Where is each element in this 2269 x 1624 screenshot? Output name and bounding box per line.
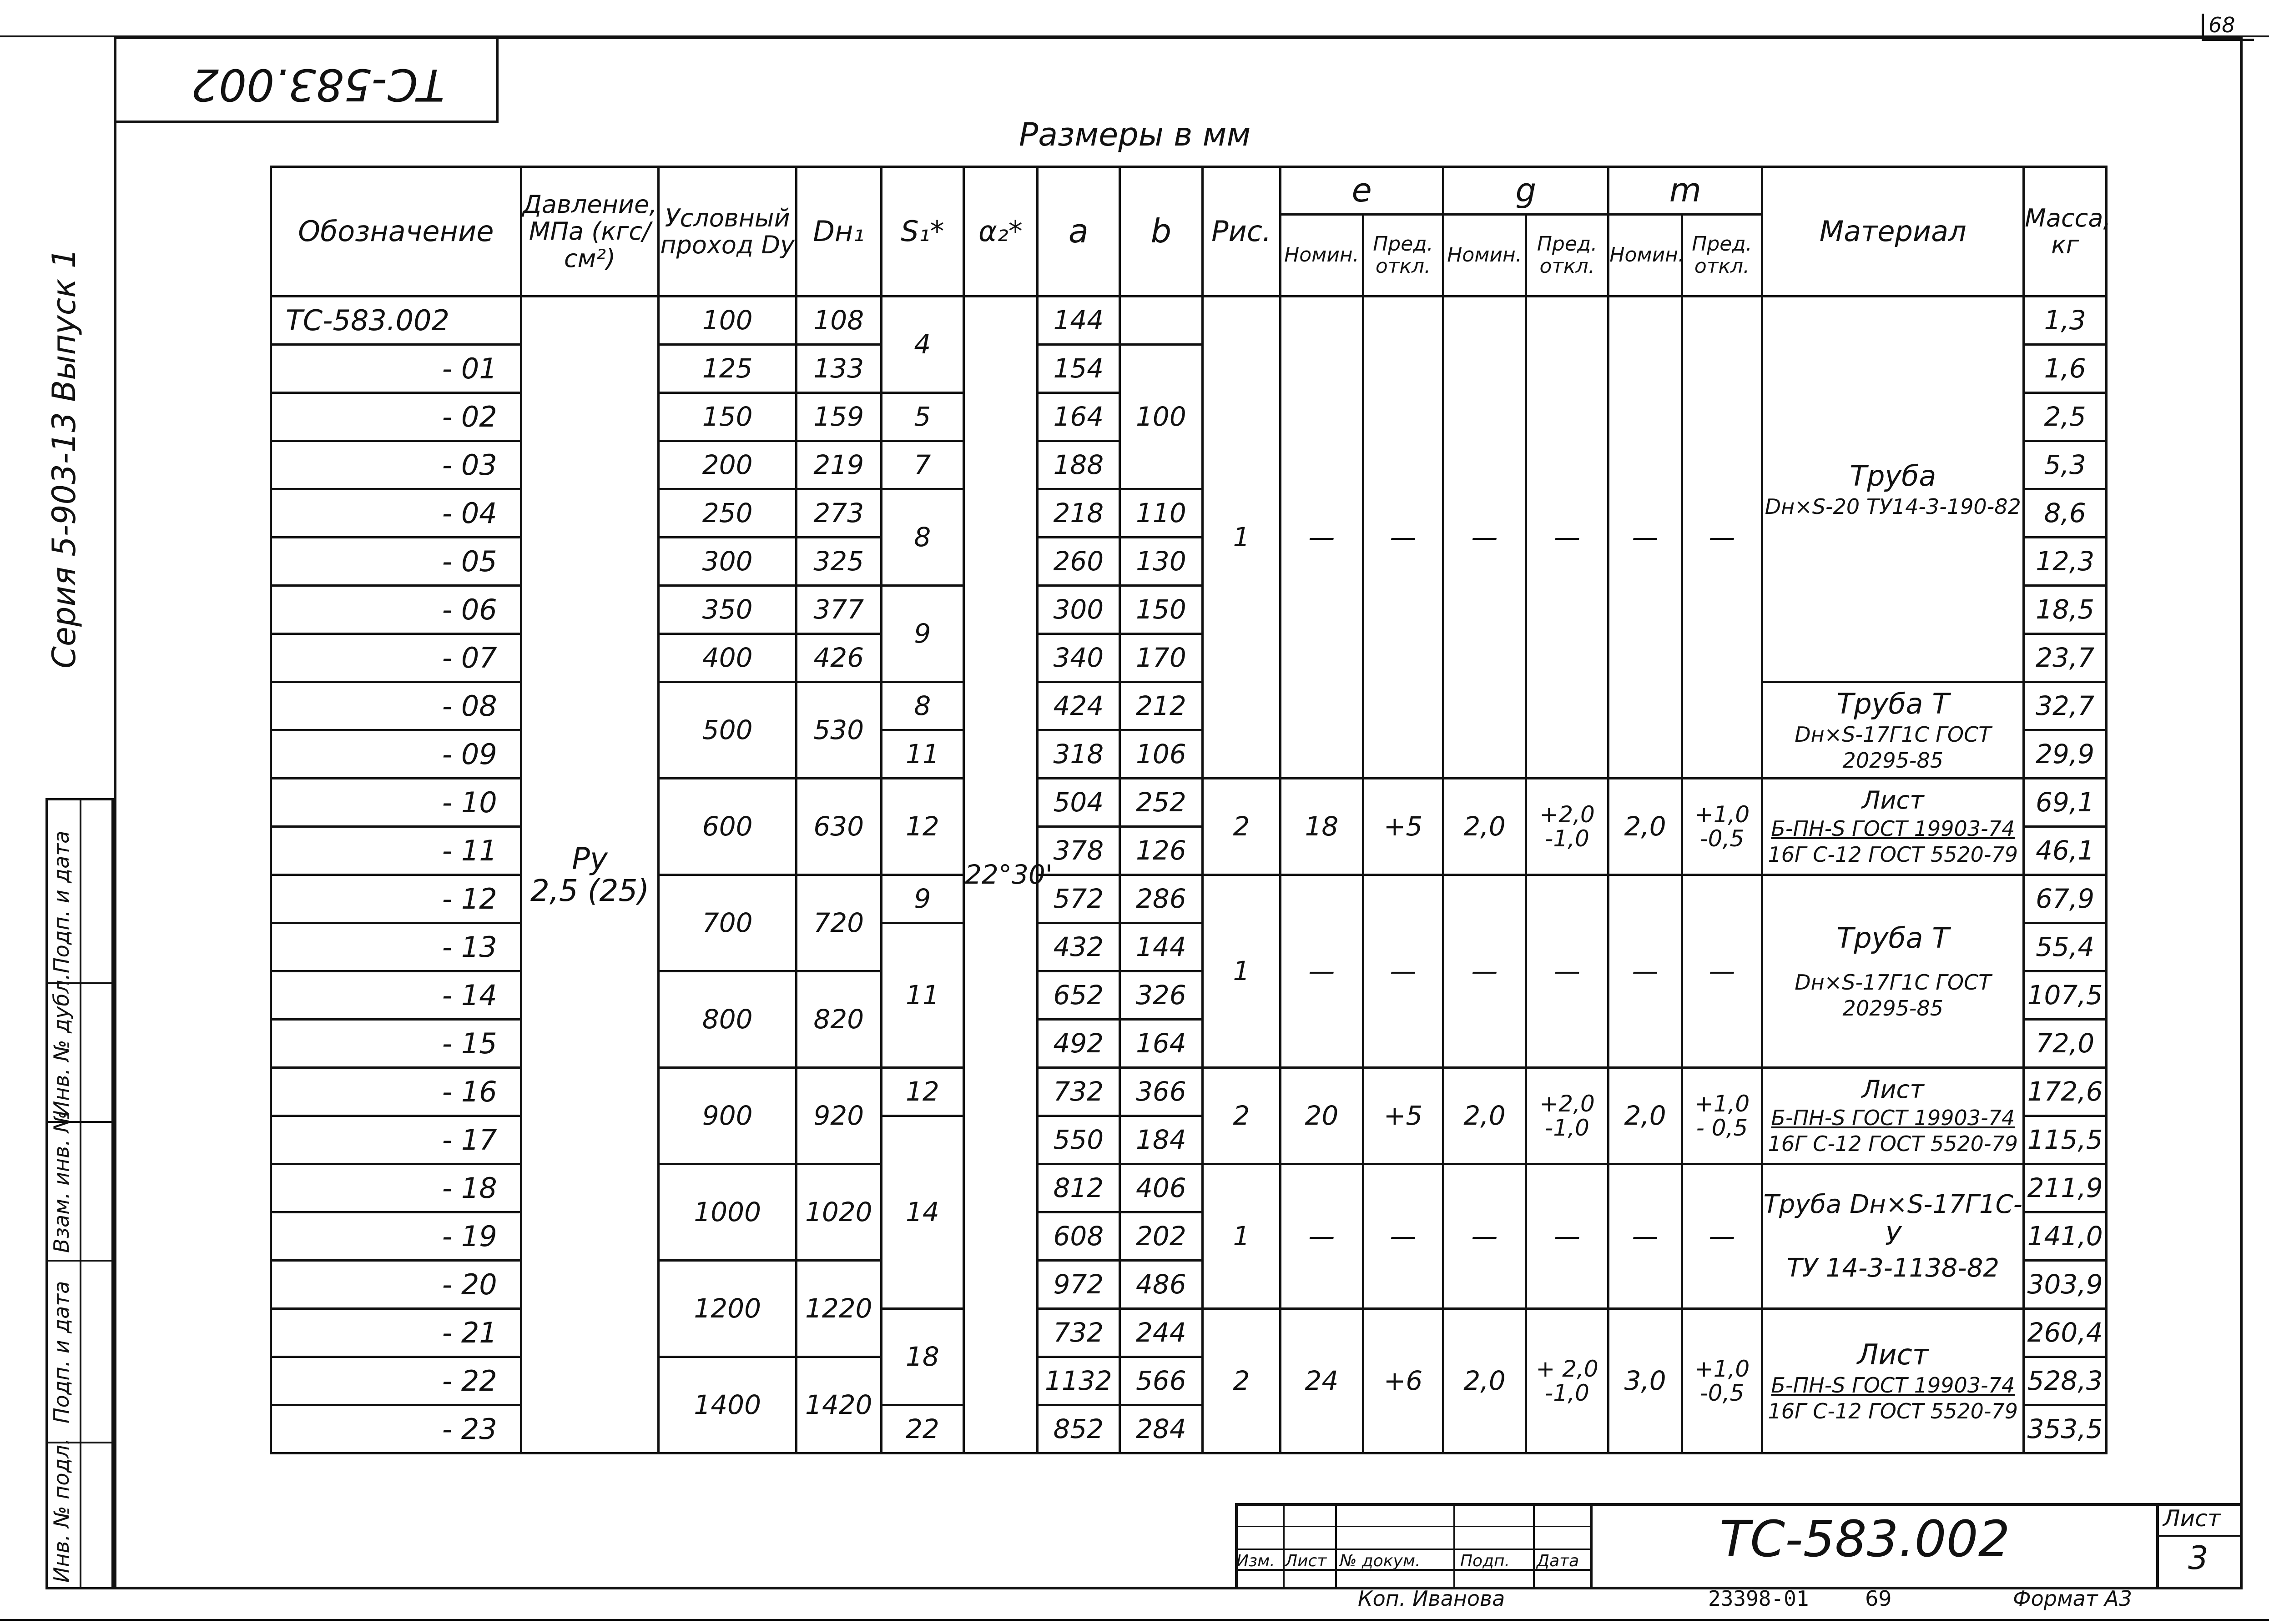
- b: 406: [1120, 1164, 1203, 1212]
- dn1: 325: [796, 538, 881, 586]
- mass: 12,3: [2024, 538, 2107, 586]
- m-nom: 3,0: [1608, 1309, 1682, 1453]
- s1: 9: [881, 875, 964, 923]
- hdr-g-dev: Пред. откл.: [1526, 215, 1608, 297]
- g-nom: 2,0: [1443, 1068, 1526, 1164]
- pressure-value-1: Ру: [572, 841, 608, 877]
- mass: 5,3: [2024, 441, 2107, 489]
- s1: 12: [881, 779, 964, 875]
- b: 100: [1120, 345, 1203, 489]
- b-empty: [1120, 297, 1203, 345]
- field-podp-data-2: Подп. и дата: [49, 830, 74, 973]
- g-dev: [1526, 1068, 1608, 1164]
- hdr-fig: Рис.: [1202, 167, 1280, 297]
- table-row: [271, 297, 2107, 345]
- a: 732: [1037, 1068, 1120, 1116]
- b: 106: [1120, 730, 1203, 779]
- mass: 2,5: [2024, 393, 2107, 441]
- g-dev-plus: +2,0: [1539, 801, 1595, 828]
- e-dev: —: [1363, 875, 1443, 1068]
- designation: - 06: [271, 586, 521, 634]
- material-title: Труба Т: [1836, 687, 1950, 721]
- m-dev-minus: - 0,5: [1696, 1114, 1748, 1141]
- dy: 300: [659, 538, 797, 586]
- material-7: [1762, 1309, 2024, 1453]
- material-2: [1762, 682, 2024, 779]
- m-nom: 2,0: [1608, 779, 1682, 875]
- mass: 55,4: [2024, 923, 2107, 971]
- b: 170: [1120, 634, 1203, 682]
- a: 188: [1037, 441, 1120, 489]
- e-dev: +6: [1363, 1309, 1443, 1453]
- g-dev: —: [1526, 297, 1608, 779]
- a: 732: [1037, 1309, 1120, 1357]
- b: 244: [1120, 1309, 1203, 1357]
- s1: 11: [881, 923, 964, 1068]
- designation: - 16: [271, 1068, 521, 1116]
- s1: 14: [881, 1116, 964, 1309]
- material-line-2: 16Г С-12 ГОСТ 5520-79: [1768, 1399, 2018, 1424]
- mass: 46,1: [2024, 827, 2107, 875]
- designation: - 04: [271, 489, 521, 538]
- material-line-1: Б-ПН-S ГОСТ 19903-74: [1771, 1373, 2015, 1398]
- b: 212: [1120, 682, 1203, 730]
- a: 572: [1037, 875, 1120, 923]
- g-nom: 2,0: [1443, 779, 1526, 875]
- stamp-col-doc: № докум.: [1340, 1552, 1421, 1570]
- mass: 1,6: [2024, 345, 2107, 393]
- material-spec: Dн×S-17Г1С ГОСТ 20295-85: [1795, 970, 1992, 1021]
- m-dev-plus: +1,0: [1694, 1356, 1750, 1382]
- m-dev: [1682, 779, 1762, 875]
- mass: 260,4: [2024, 1309, 2107, 1357]
- mass: 353,5: [2024, 1405, 2107, 1453]
- material-title: Лист: [1857, 1338, 1929, 1372]
- e-nom: —: [1281, 297, 1363, 779]
- g-dev: [1526, 779, 1608, 875]
- dy: 350: [659, 586, 797, 634]
- a: 550: [1037, 1116, 1120, 1164]
- b: 144: [1120, 923, 1203, 971]
- g-dev-minus: -1,0: [1545, 1114, 1589, 1141]
- dn1: 108: [796, 297, 881, 345]
- g-dev-plus: + 2,0: [1536, 1356, 1598, 1382]
- mass: 32,7: [2024, 682, 2107, 730]
- m-nom: —: [1608, 297, 1682, 779]
- left-margin-divider: [80, 798, 81, 1589]
- fig: 1: [1202, 875, 1280, 1068]
- mass: 528,3: [2024, 1357, 2107, 1405]
- hdr-s1: S₁*: [881, 167, 964, 297]
- stamp-line: [1235, 1549, 1590, 1550]
- b: 284: [1120, 1405, 1203, 1453]
- stamp-line: [1590, 1503, 1593, 1589]
- g-dev-plus: +2,0: [1539, 1091, 1595, 1117]
- a: 608: [1037, 1212, 1120, 1261]
- a: 260: [1037, 538, 1120, 586]
- m-dev-plus: +1,0: [1694, 1091, 1750, 1117]
- b: 326: [1120, 971, 1203, 1020]
- b: 566: [1120, 1357, 1203, 1405]
- dn1: 820: [796, 971, 881, 1068]
- left-margin-rule-3: [45, 1260, 114, 1262]
- a: 340: [1037, 634, 1120, 682]
- bottom-rule: [0, 1619, 2269, 1621]
- e-nom: —: [1281, 1164, 1363, 1309]
- a: 424: [1037, 682, 1120, 730]
- b: 184: [1120, 1116, 1203, 1164]
- mass: 8,6: [2024, 489, 2107, 538]
- stamp-code: ТС-583.002: [1719, 1510, 2010, 1568]
- stamp-line: [1283, 1503, 1285, 1589]
- material-title: Лист: [1861, 786, 1924, 815]
- designation: - 08: [271, 682, 521, 730]
- dy: 500: [659, 682, 797, 779]
- designation: - 19: [271, 1212, 521, 1261]
- stamp-sheet-label: Лист: [2163, 1505, 2221, 1532]
- dn1: 1020: [796, 1164, 881, 1261]
- material-line-1: Труба Dн×S-17Г1С-У: [1763, 1189, 2022, 1251]
- material-title: Лист: [1861, 1075, 1924, 1104]
- m-nom: 2,0: [1608, 1068, 1682, 1164]
- mass: 211,9: [2024, 1164, 2107, 1212]
- b: 286: [1120, 875, 1203, 923]
- stamp-line: [1235, 1526, 1590, 1527]
- spec-table: [270, 166, 2111, 1454]
- stamp-col-date: Дата: [1537, 1552, 1579, 1570]
- a: 164: [1037, 393, 1120, 441]
- hdr-e-dev: Пред. откл.: [1363, 215, 1443, 297]
- mass: 1,3: [2024, 297, 2107, 345]
- mass: 115,5: [2024, 1116, 2107, 1164]
- fig: 2: [1202, 779, 1280, 875]
- hdr-material: Материал: [1762, 167, 2024, 297]
- hdr-e-nom: Номин.: [1281, 215, 1363, 297]
- s1: 18: [881, 1309, 964, 1405]
- b: 126: [1120, 827, 1203, 875]
- designation: - 11: [271, 827, 521, 875]
- a: 300: [1037, 586, 1120, 634]
- g-dev: —: [1526, 1164, 1608, 1309]
- a: 504: [1037, 779, 1120, 827]
- m-dev-plus: +1,0: [1694, 801, 1750, 828]
- stamp-line: [2156, 1503, 2159, 1589]
- e-dev: —: [1363, 1164, 1443, 1309]
- page-number: 69: [1865, 1586, 1892, 1611]
- field-vzam-inv: Взам. инв. №: [49, 1111, 74, 1253]
- s1: 4: [881, 297, 964, 393]
- s1: 8: [881, 489, 964, 586]
- hdr-m: m: [1608, 167, 1762, 215]
- m-dev-minus: -0,5: [1699, 825, 1745, 852]
- designation: - 01: [271, 345, 521, 393]
- m-nom: —: [1608, 1164, 1682, 1309]
- material-6: [1762, 1164, 2024, 1309]
- a: 972: [1037, 1261, 1120, 1309]
- m-dev: [1682, 1309, 1762, 1453]
- designation: ТС-583.002: [271, 297, 521, 345]
- material-title: Труба Т: [1836, 921, 1950, 955]
- mass: 18,5: [2024, 586, 2107, 634]
- dn1: 426: [796, 634, 881, 682]
- designation: - 23: [271, 1405, 521, 1453]
- hdr-passage: Условный проход Dy: [659, 167, 797, 297]
- a: 852: [1037, 1405, 1120, 1453]
- dy: 250: [659, 489, 797, 538]
- a: 318: [1037, 730, 1120, 779]
- material-line-2: ТУ 14-3-1138-82: [1786, 1253, 1999, 1283]
- dy: 400: [659, 634, 797, 682]
- stamp-line: [1335, 1503, 1337, 1589]
- a: 652: [1037, 971, 1120, 1020]
- g-nom: —: [1443, 297, 1526, 779]
- stamp-line: [1533, 1503, 1535, 1589]
- designation: - 05: [271, 538, 521, 586]
- e-nom: 18: [1281, 779, 1363, 875]
- dn1: 530: [796, 682, 881, 779]
- dy: 100: [659, 297, 797, 345]
- e-dev: +5: [1363, 779, 1443, 875]
- dn1: 219: [796, 441, 881, 489]
- hdr-m-dev: Пред. откл.: [1682, 215, 1762, 297]
- dy: 800: [659, 971, 797, 1068]
- designation: - 18: [271, 1164, 521, 1212]
- m-dev-minus: -0,5: [1699, 1379, 1745, 1406]
- fig: 2: [1202, 1068, 1280, 1164]
- hdr-dn1: Dн₁: [796, 167, 881, 297]
- dn1: 133: [796, 345, 881, 393]
- material-title: Труба: [1850, 459, 1936, 493]
- dn1: 630: [796, 779, 881, 875]
- m-dev: —: [1682, 875, 1762, 1068]
- code-rotated: ТС-583.002: [191, 59, 445, 110]
- designation: - 21: [271, 1309, 521, 1357]
- designation: - 10: [271, 779, 521, 827]
- designation: - 22: [271, 1357, 521, 1405]
- dn1: 273: [796, 489, 881, 538]
- designation: - 13: [271, 923, 521, 971]
- g-dev-minus: -1,0: [1545, 825, 1589, 852]
- e-nom: 24: [1281, 1309, 1363, 1453]
- a: 378: [1037, 827, 1120, 875]
- s1: 5: [881, 393, 964, 441]
- mass: 141,0: [2024, 1212, 2107, 1261]
- corner-number: 68: [2208, 13, 2235, 37]
- fig: 1: [1202, 297, 1280, 779]
- e-nom: 20: [1281, 1068, 1363, 1164]
- hdr-m-nom: Номин.: [1608, 215, 1682, 297]
- dy: 700: [659, 875, 797, 971]
- material-line-2: 16Г С-12 ГОСТ 5520-79: [1768, 1131, 2018, 1156]
- e-nom: —: [1281, 875, 1363, 1068]
- order-number: 23398-01: [1708, 1586, 1809, 1611]
- material-spec: Dн×S-17Г1С ГОСТ 20295-85: [1795, 722, 1992, 773]
- field-inv-dubl: Инв. № дубл.: [49, 973, 74, 1116]
- s1: 22: [881, 1405, 964, 1453]
- dy: 1400: [659, 1357, 797, 1453]
- g-dev: [1526, 1309, 1608, 1453]
- dn1: 159: [796, 393, 881, 441]
- dy: 1200: [659, 1261, 797, 1357]
- a: 812: [1037, 1164, 1120, 1212]
- s1: 12: [881, 1068, 964, 1116]
- designation: - 17: [271, 1116, 521, 1164]
- designation: - 03: [271, 441, 521, 489]
- b: 366: [1120, 1068, 1203, 1116]
- b: 486: [1120, 1261, 1203, 1309]
- b: 252: [1120, 779, 1203, 827]
- b: 202: [1120, 1212, 1203, 1261]
- stamp-col-sign: Подп.: [1460, 1552, 1510, 1570]
- m-dev: —: [1682, 1164, 1762, 1309]
- hdr-mass: Масса, кг: [2024, 167, 2107, 297]
- format-label: Формат А3: [2013, 1586, 2132, 1611]
- stamp-sheet-num: 3: [2188, 1539, 2208, 1577]
- mass: 69,1: [2024, 779, 2107, 827]
- a: 432: [1037, 923, 1120, 971]
- pressure-value-2: 2,5 (25): [530, 873, 650, 908]
- g-nom: —: [1443, 1164, 1526, 1309]
- material-line-1: Б-ПН-S ГОСТ 19903-74: [1771, 1105, 2015, 1130]
- dn1: 377: [796, 586, 881, 634]
- a: 492: [1037, 1020, 1120, 1068]
- stamp-col-izm: Изм.: [1236, 1552, 1275, 1570]
- dn1: 720: [796, 875, 881, 971]
- b: 150: [1120, 586, 1203, 634]
- dy: 600: [659, 779, 797, 875]
- s1: 7: [881, 441, 964, 489]
- pressure-cell: [521, 297, 659, 1453]
- mass: 29,9: [2024, 730, 2107, 779]
- b: 110: [1120, 489, 1203, 538]
- m-dev: [1682, 1068, 1762, 1164]
- hdr-g-nom: Номин.: [1443, 215, 1526, 297]
- designation: - 20: [271, 1261, 521, 1309]
- hdr-a: a: [1037, 167, 1120, 297]
- hdr-g: g: [1443, 167, 1608, 215]
- m-nom: —: [1608, 875, 1682, 1068]
- m-dev: —: [1682, 297, 1762, 779]
- hdr-b: b: [1120, 167, 1203, 297]
- hdr-designation: Обозначение: [271, 167, 521, 297]
- e-dev: —: [1363, 297, 1443, 779]
- dn1: 1420: [796, 1357, 881, 1453]
- designation: - 12: [271, 875, 521, 923]
- stamp-col-list: Лист: [1285, 1552, 1327, 1570]
- hdr-e: e: [1281, 167, 1443, 215]
- dy: 125: [659, 345, 797, 393]
- fig: 1: [1202, 1164, 1280, 1309]
- g-dev: —: [1526, 875, 1608, 1068]
- dy: 200: [659, 441, 797, 489]
- material-line-2: 16Г С-12 ГОСТ 5520-79: [1768, 842, 2018, 867]
- hdr-alpha2: α₂*: [964, 167, 1037, 297]
- designation: - 02: [271, 393, 521, 441]
- mass: 172,6: [2024, 1068, 2107, 1116]
- a: 154: [1037, 345, 1120, 393]
- angle: 22°30': [964, 297, 1037, 1453]
- mass: 67,9: [2024, 875, 2107, 923]
- stamp-line: [1453, 1503, 1455, 1589]
- dn1: 920: [796, 1068, 881, 1164]
- dn1: 1220: [796, 1261, 881, 1357]
- s1: 9: [881, 586, 964, 682]
- b: 164: [1120, 1020, 1203, 1068]
- s1: 8: [881, 682, 964, 730]
- a: 218: [1037, 489, 1120, 538]
- hdr-pressure: Давление, МПа (кгс/см²): [521, 167, 659, 297]
- designation: - 15: [271, 1020, 521, 1068]
- field-podp-data-1: Подп. и дата: [49, 1281, 74, 1423]
- material-1: [1762, 297, 2024, 682]
- s1: 11: [881, 730, 964, 779]
- designation: - 07: [271, 634, 521, 682]
- mass: 23,7: [2024, 634, 2107, 682]
- units-caption: Размеры в мм: [1019, 116, 1251, 153]
- material-line-1: Б-ПН-S ГОСТ 19903-74: [1771, 816, 2015, 841]
- stamp-line: [2156, 1535, 2243, 1537]
- g-nom: —: [1443, 875, 1526, 1068]
- material-4: [1762, 875, 2024, 1068]
- mass: 303,9: [2024, 1261, 2107, 1309]
- material-spec: Dн×S-20 ТУ14-3-190-82: [1765, 494, 2021, 519]
- field-inv-podl: Инв. № подл.: [49, 1438, 74, 1583]
- material-5: [1762, 1068, 2024, 1164]
- fig: 2: [1202, 1309, 1280, 1453]
- g-dev-minus: -1,0: [1545, 1379, 1589, 1406]
- designation: - 09: [271, 730, 521, 779]
- mass: 72,0: [2024, 1020, 2107, 1068]
- e-dev: +5: [1363, 1068, 1443, 1164]
- dy: 150: [659, 393, 797, 441]
- mass: 107,5: [2024, 971, 2107, 1020]
- g-nom: 2,0: [1443, 1309, 1526, 1453]
- a: 144: [1037, 297, 1120, 345]
- dy: 900: [659, 1068, 797, 1164]
- dy: 1000: [659, 1164, 797, 1261]
- material-3: [1762, 779, 2024, 875]
- b: 130: [1120, 538, 1203, 586]
- copied-by: Коп. Иванова: [1358, 1586, 1505, 1611]
- series-text: Серия 5-903-13 Выпуск 1: [45, 248, 83, 669]
- designation: - 14: [271, 971, 521, 1020]
- a: 1132: [1037, 1357, 1120, 1405]
